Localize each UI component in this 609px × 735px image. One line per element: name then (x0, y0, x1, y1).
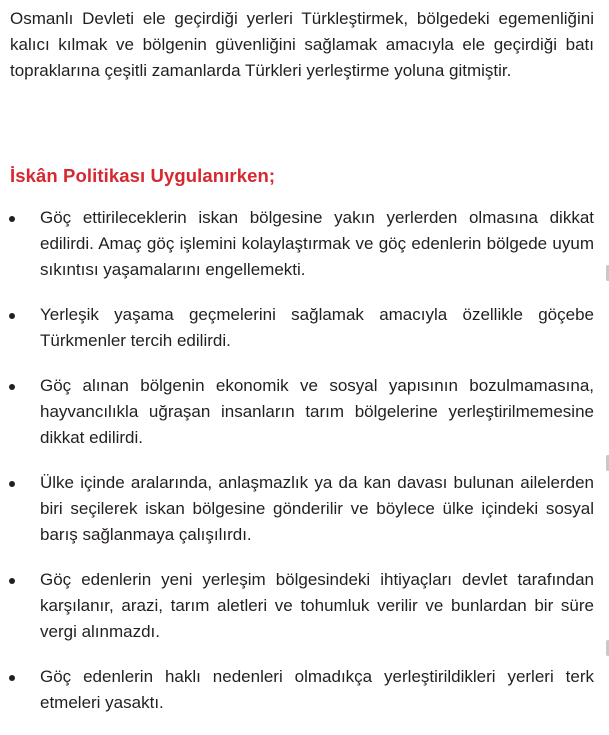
list-item-text: Yerleşik yaşama geçmelerini sağlamak amacıyla özellikle göçebe Türkmenler tercih edilirdi. (40, 305, 594, 350)
list-item (0, 302, 609, 354)
bullet-icon (9, 578, 15, 584)
list-item-text: Göç edenlerin yeni yerleşim bölgesindeki ihtiyaçları devlet tarafından karşılanır, arazi, tarım aletleri ve tohumluk verilir ve bunlardan bir süre vergi alınmazdı. (40, 570, 594, 641)
bullet-icon (9, 313, 15, 319)
bullet-icon (9, 481, 15, 487)
list-item-text: Göç edenlerin haklı nedenleri olmadıkça yerleştirildikleri yerleri terk etmeleri yasaktı. (40, 667, 594, 712)
list-item (0, 373, 609, 451)
list-item-text: Göç alınan bölgenin ekonomik ve sosyal yapısının bozulmamasına, hayvancılıkla uğraşan insanların tarım bölgelerine yerleştirilmemesine dikkat edilirdi. (40, 376, 594, 447)
list-item-text: Ülke içinde aralarında, anlaşmazlık ya da kan davası bulunan ailelerden biri seçilerek iskan bölgesine gönderilir ve böylece ülke içindeki sosyal barış sağlanmaya çalışılırdı. (40, 473, 594, 544)
intro-paragraph: Osmanlı Devleti ele geçirdiği yerleri Türkleştirmek, bölgedeki egemenliğini kalıcı kılmak ve bölgenin güvenliğini sağlamak amacıyla ele geçirdiği batı topraklarına çeşitli zamanlarda Türkleri yerleştirme yoluna gitmiştir. (10, 9, 594, 80)
bullet-icon (9, 675, 15, 681)
section-heading: İskân Politikası Uygulanırken; (10, 165, 276, 186)
list-item (0, 567, 609, 645)
list-item (0, 664, 609, 716)
bullet-icon (9, 216, 15, 222)
list-item (0, 205, 609, 283)
bullet-icon (9, 384, 15, 390)
bullet-list (0, 205, 609, 735)
list-item (0, 470, 609, 548)
list-item-text: Göç ettirileceklerin iskan bölgesine yakın yerlerden olmasına dikkat edilirdi. Amaç göç işlemini kolaylaştırmak ve göç edenlerin bölgede uyum sıkıntısı yaşamalarını engellemekti. (40, 208, 594, 279)
